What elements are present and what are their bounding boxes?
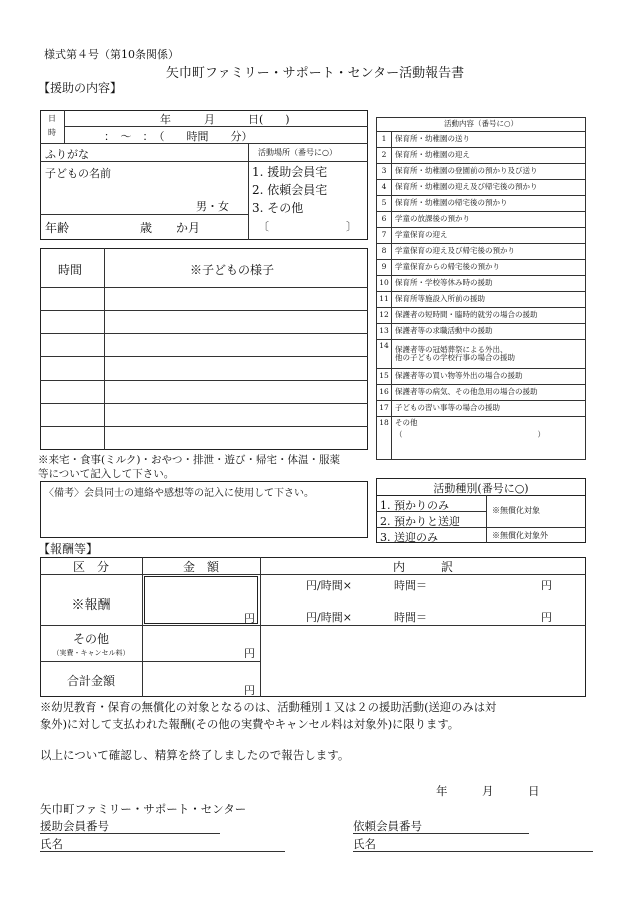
activity-row-8[interactable]: 8 学童保育の迎え及び帰宅後の預かり	[377, 244, 586, 260]
kind-notfree-label: ※無償化対象外	[492, 531, 548, 540]
detail-hours-1[interactable]: 時間＝	[394, 579, 427, 592]
section-assist: 【援助の内容】	[38, 81, 123, 95]
remarks-label: 〈備考〉会員同士の連絡や感想等の記入に使用して下さい。	[44, 488, 314, 499]
activity-row-1[interactable]: 1 保育所・幼稚園の送り	[377, 132, 586, 148]
page-title: 矢巾町ファミリー・サポート・センター活動報告書	[165, 66, 465, 81]
detail-yen-2: 円	[541, 611, 552, 624]
col-detail: 内 訳	[392, 560, 453, 574]
other-label: その他	[72, 632, 109, 646]
client-number-field[interactable]	[353, 833, 529, 834]
kind-option-1[interactable]: 1. 預かりのみ	[380, 499, 449, 512]
age-label: 年齢	[45, 221, 70, 235]
place-option-2[interactable]: 2. 依頼会員宅	[252, 183, 328, 197]
reward-amount-field[interactable]	[144, 576, 258, 624]
activity-row-15[interactable]: 15 保護者等の買い物等外出の場合の援助	[377, 369, 586, 385]
detail-yen-1: 円	[541, 579, 552, 592]
time-field[interactable]: ： ～ ： （ 時間 分）	[104, 130, 253, 143]
report-date[interactable]: 年 月 日	[436, 784, 540, 798]
child-name-label: 子どもの名前	[45, 167, 111, 180]
col-time: 時間	[58, 263, 83, 277]
furigana-label: ふりがな	[45, 148, 89, 161]
col-amount: 金 額	[182, 560, 219, 574]
confirm-statement: 以上について確認し、精算を終了しましたので報告します。	[40, 748, 350, 762]
activity-row-4[interactable]: 4 保育所・幼稚園の迎え及び帰宅後の預かり	[377, 180, 586, 196]
section-fee: 【報酬等】	[38, 542, 99, 556]
place-option-1[interactable]: 1. 援助会員宅	[252, 165, 328, 179]
detail-rate-1[interactable]: 円/時間×	[306, 579, 352, 592]
client-name-label: 氏名	[353, 837, 376, 851]
helper-name-label: 氏名	[40, 837, 63, 851]
form-number: 様式第４号（第10条関係）	[44, 48, 179, 61]
activity-row-16[interactable]: 16 保護者等の病気、その他急用の場合の援助	[377, 385, 586, 401]
log-note-1: ※来宅・食事(ミルク)・おやつ・排泄・遊び・帰宅・体温・服薬	[38, 454, 340, 466]
total-label: 合計金額	[66, 674, 115, 688]
other-sub-label: （実費・キャンセル料）	[52, 649, 130, 657]
place-option-3[interactable]: 3. その他	[252, 201, 304, 215]
other-yen: 円	[244, 647, 255, 660]
date-label-2: 時	[48, 128, 56, 137]
activity-row-13[interactable]: 13 保護者等の求職活動中の援助	[377, 324, 586, 340]
activity-row-7[interactable]: 7 学童保育の迎え	[377, 228, 586, 244]
date-label-1: 日	[48, 114, 56, 123]
col-kubun: 区 分	[72, 560, 109, 574]
activity-row-12[interactable]: 12 保護者の短時間・臨時的就労の場合の援助	[377, 308, 586, 324]
activity-row-2[interactable]: 2 保育所・幼稚園の迎え	[377, 148, 586, 164]
reward-label: ※報酬	[71, 598, 111, 613]
reward-yen: 円	[244, 612, 255, 625]
activity-row-3[interactable]: 3 保育所・幼稚園の登園前の預かり及び送り	[377, 164, 586, 180]
kind-header: 活動種別(番号に○)	[433, 482, 529, 495]
activity-row-6[interactable]: 6 学童の放課後の預かり	[377, 212, 586, 228]
activity-row-11[interactable]: 11 保育所等施設入所前の援助	[377, 292, 586, 308]
kind-free-label: ※無償化対象	[492, 506, 540, 515]
center-name: 矢巾町ファミリー・サポート・センター	[40, 802, 247, 816]
detail-hours-2[interactable]: 時間＝	[394, 611, 427, 624]
client-name-field[interactable]	[353, 851, 593, 852]
activity-row-18[interactable]: 18 その他 （ ）	[377, 417, 586, 460]
kind-option-3[interactable]: 3. 送迎のみ	[380, 531, 438, 544]
activity-row-14[interactable]: 14 保護者等の冠婚葬祭による外出、 他の子どもの学校行事の場合の援助	[377, 340, 586, 369]
activity-row-17[interactable]: 17 子どもの習い事等の場合の援助	[377, 401, 586, 417]
activity-table	[376, 117, 586, 460]
fee-footnote-2: 象外)に対して支払われた報酬(その他の実費やキャンセル料は対象外)に限ります。	[40, 718, 460, 731]
detail-rate-2[interactable]: 円/時間×	[306, 611, 352, 624]
activity-header: 活動内容（番号に○）	[377, 118, 586, 132]
kind-option-2[interactable]: 2. 預かりと送迎	[380, 515, 460, 528]
activity-row-10[interactable]: 10 保育所・学校等休み時の援助	[377, 276, 586, 292]
helper-number-field[interactable]	[40, 833, 220, 834]
place-options[interactable]	[252, 163, 327, 217]
helper-name-field[interactable]	[40, 851, 285, 852]
state-log-table	[40, 248, 368, 450]
helper-number-label: 援助会員番号	[40, 819, 109, 833]
log-note-2: 等について記入して下さい。	[38, 468, 175, 480]
client-number-label: 依頼会員番号	[353, 819, 422, 833]
total-yen: 円	[244, 684, 255, 697]
place-label: 活動場所（番号に○）	[258, 148, 337, 157]
place-other-bracket[interactable]: 〔 〕	[258, 220, 357, 233]
col-child-state: ※子どもの様子	[190, 263, 275, 277]
gender-field[interactable]: 男・女	[196, 200, 229, 213]
fee-footnote-1: ※幼児教育・保育の無償化の対象となるのは、活動種別１又は２の援助活動(送迎のみは対	[40, 701, 497, 714]
age-field[interactable]: 歳 か月	[140, 221, 201, 235]
date-field[interactable]: 年 月 日( )	[160, 113, 290, 126]
activity-row-9[interactable]: 9 学童保育からの帰宅後の預かり	[377, 260, 586, 276]
activity-row-5[interactable]: 5 保育所・幼稚園の帰宅後の預かり	[377, 196, 586, 212]
